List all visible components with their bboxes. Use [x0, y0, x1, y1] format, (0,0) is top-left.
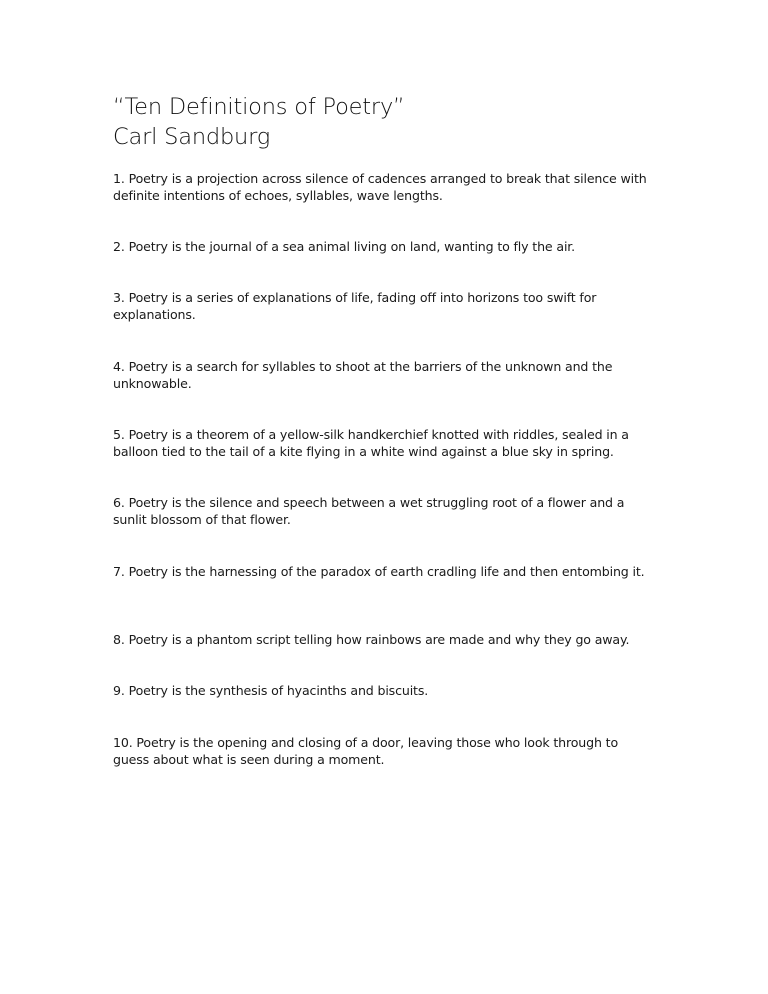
definition-2: 2. Poetry is the journal of a sea animal living on land, wanting to fly the air. [113, 239, 576, 254]
author-name: Carl Sandburg [113, 124, 271, 150]
definition-5: 5. Poetry is a theorem of a yellow-silk handkerchief knotted with riddles, sealed in a balloon tied to the tail of a kite flying in a white wind against a blue sky in spring. [113, 427, 629, 459]
definition-6: 6. Poetry is the silence and speech between a wet struggling root of a flower and a sunlit blossom of that flower. [113, 495, 625, 527]
definition-8: 8. Poetry is a phantom script telling how rainbows are made and why they go away. [113, 632, 630, 647]
poem-title: “Ten Definitions of Poetry” [113, 94, 405, 120]
definition-4: 4. Poetry is a search for syllables to shoot at the barriers of the unknown and the unknowable. [113, 359, 613, 391]
definition-10: 10. Poetry is the opening and closing of a door, leaving those who look through to guess about what is seen during a moment. [113, 735, 619, 767]
definition-7: 7. Poetry is the harnessing of the paradox of earth cradling life and then entombing it. [113, 564, 645, 579]
definition-9: 9. Poetry is the synthesis of hyacinths and biscuits. [113, 683, 429, 698]
title-block [113, 92, 673, 152]
definition-1: 1. Poetry is a projection across silence of cadences arranged to break that silence with definite intentions of echoes, syllables, wave lengths. [113, 171, 647, 203]
definition-3: 3. Poetry is a series of explanations of life, fading off into horizons too swift for explanations. [113, 290, 597, 322]
